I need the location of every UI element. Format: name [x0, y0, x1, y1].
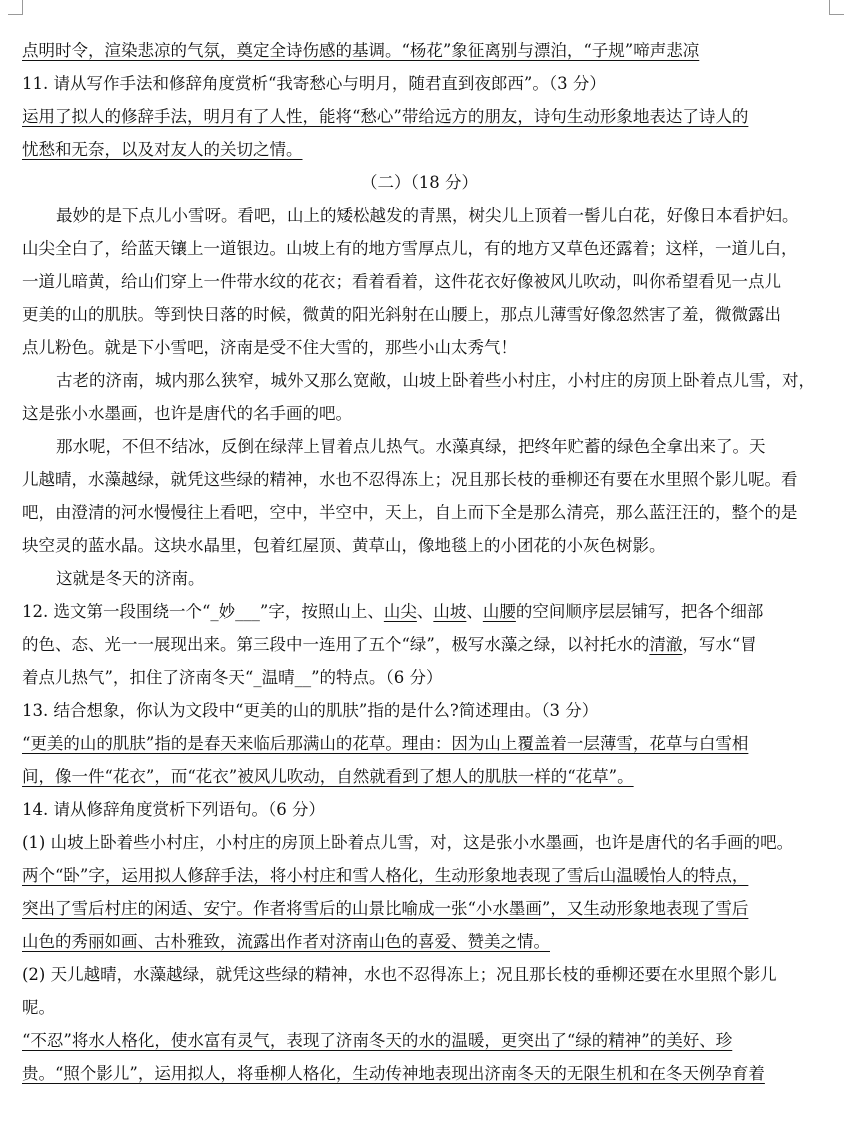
passage-line: 儿越晴，水藻越绿，就凭这些绿的精神，水也不忍得冻上；况且那长枝的垂柳还有要在水里照个影儿呢。看	[22, 470, 798, 489]
answer-line: 贵。“照个影儿”，运用拟人，将垂柳人格化，生动传神地表现出济南冬天的无限生机和在冬天例孕育着	[22, 1064, 765, 1083]
passage-line: 山尖全白了，给蓝天镶上一道银边。山坡上有的地方雪厚点儿，有的地方又草色还露着；这样，一道儿白，	[22, 239, 798, 258]
q12-text: 的色、态、光一一展现出来。第三段中一连用了五个“绿”，极写水藻之绿，以衬托水的	[22, 635, 650, 654]
passage-line: 块空灵的蓝水晶。这块水晶里，包着红屋顶、黄草山，像地毯上的小团花的小灰色树影。	[22, 536, 666, 555]
passage-line: 更美的山的肌肤。等到快日落的时候，微黄的阳光斜射在山腰上，那点儿薄雪好像忽然害了羞，微微露出	[22, 305, 781, 324]
passage-line: 点儿粉色。就是下小雪吧，济南是受不住大雪的，那些小山太秀气！	[22, 338, 517, 357]
q12-blank-answer: _温晴__	[253, 668, 312, 687]
question-11: 11. 请从写作手法和修辞角度赏析“我寄愁心与明月，随君直到夜郎西”。（3 分）	[22, 74, 606, 93]
answer-line: “不忍”将水人格化，使水富有灵气，表现了济南冬天的水的温暖，更突出了“绿的精神”的美好、珍	[22, 1031, 733, 1050]
page-corner-mark-right	[829, 0, 844, 15]
answer-line: 忧愁和无奈，以及对友人的关切之情。	[22, 140, 303, 159]
q12-text: 12. 选文第一段围绕一个“	[22, 602, 211, 621]
answer-line: 两个“卧”字，运用拟人修辞手法，将小村庄和雪人格化，生动形象地表现了雪后山温暖怡人的特点，	[22, 866, 749, 885]
q12-text: ”字，按照山上、	[259, 602, 384, 621]
passage-line: 吧，由澄清的河水慢慢往上看吧，空中，半空中，天上，自上而下全是那么清亮，那么蓝汪汪的，整个的是	[22, 503, 798, 522]
answer-line: “更美的山的肌肤”指的是春天来临后那满山的花草。理由：因为山上覆盖着一层薄雪，花草与白雪相	[22, 734, 749, 753]
question-12-line-3	[22, 661, 817, 694]
question-14-2-cont: 呢。	[22, 998, 55, 1017]
passage-line: 古老的济南，城内那么狭窄，城外又那么宽敞，山坡上卧着些小村庄，小村庄的房顶上卧着点儿雪，对，	[56, 371, 815, 390]
q12-underlined-answer: 山坡	[433, 602, 467, 621]
q12-underlined-answer: 山腰	[482, 602, 516, 621]
passage-line: 一道儿暗黄，给山们穿上一件带水纹的花衣；看着看着，这件花衣好像被风儿吹动，叫你希望看见一点儿	[22, 272, 781, 291]
question-14: 14. 请从修辞角度赏析下列语句。（6 分）	[22, 800, 325, 819]
page-corner-mark-left	[8, 0, 23, 15]
q12-text: ”的特点。（6 分）	[311, 668, 443, 687]
section-heading: （二）（18 分）	[361, 173, 478, 192]
q12-underlined-answer: 山尖	[383, 602, 417, 621]
passage-line: 这就是冬天的济南。	[56, 569, 205, 588]
question-12-line-2	[22, 628, 817, 661]
passage-line: 最妙的是下点儿小雪呀。看吧，山上的矮松越发的青黑，树尖儿上顶着一髻儿白花，好像日本看护妇。	[56, 206, 799, 225]
question-12-line-1	[22, 595, 817, 628]
answer-line: 山色的秀丽如画、古朴雅致，流露出作者对济南山色的喜爱、赞美之情。	[22, 932, 550, 951]
q12-text: ，写水“冒	[682, 635, 757, 654]
question-14-2: (2) 天儿越晴，水藻越绿，就凭这些绿的精神，水也不忍得冻上；况且那长枝的垂柳还要在水里照个影儿	[22, 965, 777, 984]
q12-underlined-answer: 清澈	[649, 635, 683, 654]
q12-blank-answer: _妙___	[210, 602, 260, 621]
question-13: 13. 结合想象，你认为文段中“更美的山的肌肤”指的是什么?简述理由。（3 分）	[22, 701, 599, 720]
document-page	[22, 34, 817, 1090]
q12-text: 的空间顺序层层铺写，把各个细部	[515, 602, 764, 621]
answer-line: 运用了拟人的修辞手法，明月有了人性，能将“愁心”带给远方的朋友，诗句生动形象地表达了诗人的	[22, 107, 749, 126]
q12-text: 着点儿热气”，扣住了济南冬天“	[22, 668, 254, 687]
answer-line: 间，像一件“花衣”，而“花衣”被风儿吹动，自然就看到了想人的肌肤一样的“花草”。	[22, 767, 634, 786]
passage-line: 这是张小水墨画，也许是唐代的名手画的吧。	[22, 404, 352, 423]
question-14-1: (1) 山坡上卧着些小村庄，小村庄的房顶上卧着点儿雪，对，这是张小水墨画，也许是唐代的名手画的吧。	[22, 833, 794, 852]
answer-line: 突出了雪后村庄的闲适、安宁。作者将雪后的山景比喻成一张“小水墨画”，又生动形象地表现了雪后	[22, 899, 749, 918]
answer-line: 点明时令，渲染悲凉的气氛，奠定全诗伤感的基调。“杨花”象征离别与漂泊，“子规”啼声悲凉	[22, 41, 700, 60]
q12-text: 、	[466, 602, 483, 621]
q12-text: 、	[416, 602, 434, 621]
passage-line: 那水呢，不但不结冰，反倒在绿萍上冒着点儿热气。水藻真绿，把终年贮蓄的绿色全拿出来了。天	[56, 437, 766, 456]
